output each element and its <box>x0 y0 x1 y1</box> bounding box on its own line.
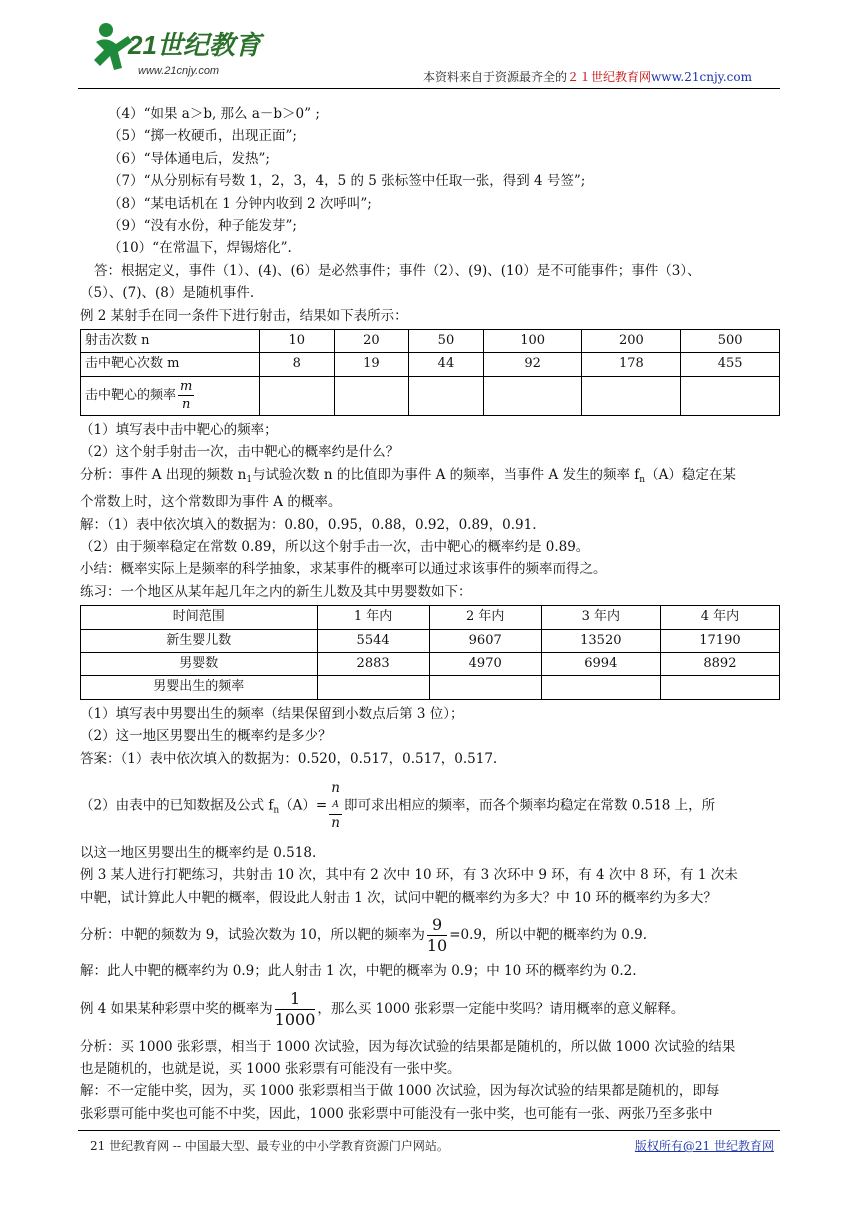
copyright-link[interactable]: 版权所有@21 世纪教育网 <box>634 1139 774 1153</box>
solution-line: 解：此人中靶的概率约为 0.9；此人射击 1 次，中靶的概率为 0.9；中 10 环的概率约为 0.2. <box>80 963 637 980</box>
table-cell: 射击次数 n <box>81 330 260 353</box>
fraction-denominator: 10 <box>426 936 448 956</box>
solution-line: （2）由于频率稳定在常数 0.89，所以这个射手击一次，击中靶心的概率约是 0.89。 <box>80 538 590 555</box>
table-row <box>81 652 780 675</box>
analysis-text: （A）稳定在某 <box>645 466 736 483</box>
answer-line: 以这一地区男婴出生的概率约是 0.518. <box>80 844 317 861</box>
table-row <box>81 676 780 699</box>
question-line: （1）填写表中男婴出生的频率（结果保留到小数点后第 3 位）； <box>80 705 464 722</box>
table-cell <box>541 676 660 699</box>
answer-line: （5）、(7)、(8）是随机事件. <box>80 285 255 302</box>
fraction-1-over-1000 <box>275 989 316 1030</box>
answer-text: （A）= <box>279 797 328 814</box>
fraction-m-over-n <box>178 378 194 413</box>
fraction-nA-over-n <box>329 780 342 832</box>
site-logo <box>88 18 288 82</box>
example3-line: 例 3 某人进行打靶练习，共射击 10 次，其中有 2 次中 10 环，有 3 次环中 9 环，有 4 次中 8 环，有 1 次未 <box>80 867 738 884</box>
table-cell <box>81 376 260 415</box>
frequency-label: 击中靶心的频率 <box>85 388 177 404</box>
header-divider <box>78 88 780 89</box>
table-header-row <box>81 606 780 629</box>
shooting-table <box>80 329 780 416</box>
table-cell: 6994 <box>541 652 660 675</box>
table-row <box>81 376 780 415</box>
table-cell: 8 <box>260 353 335 376</box>
fraction-denominator: n <box>181 397 191 413</box>
analysis-line <box>80 464 780 491</box>
table-cell <box>681 376 780 415</box>
solution-line: 解：（1）表中依次填入的数据为：0.80，0.95，0.88，0.92，0.89，0.91. <box>80 516 537 533</box>
fraction-denominator: n <box>331 814 340 831</box>
answer-text: （2）由表中的已知数据及公式 f <box>80 797 274 814</box>
table-row <box>81 353 780 376</box>
fraction-numerator: 1 <box>275 989 316 1010</box>
event-item: （4）“如果 a＞b, 那么 a－b＞0” ; <box>108 106 320 122</box>
table-cell: 9607 <box>429 629 541 652</box>
header-note-brand: ２１世纪教育网 <box>567 70 652 84</box>
table-cell: 13520 <box>541 629 660 652</box>
table-cell: 200 <box>582 330 681 353</box>
example4-line <box>80 989 780 1030</box>
footer-divider <box>78 1130 780 1131</box>
table-cell: 178 <box>582 353 681 376</box>
table-cell <box>483 376 582 415</box>
example4-text: 例 4 如果某种彩票中奖的概率为 <box>80 1000 273 1017</box>
table-cell <box>582 376 681 415</box>
subscript: 1 <box>246 474 253 485</box>
event-item: （5）“掷一枚硬币，出现正面”; <box>108 128 297 145</box>
question-line: （2）这一地区男婴出生的概率约是多少？ <box>80 728 332 745</box>
header-note-prefix: 本资料来自于资源最齐全的 <box>423 70 568 84</box>
analysis-line: 也是随机的，也就是说，买 1000 张彩票有可能没有一张中奖。 <box>80 1061 461 1077</box>
header-note <box>423 68 752 85</box>
table-header-cell: 2 年内 <box>429 606 541 629</box>
analysis-text: 与试验次数 n 的比值即为事件 A 的频率，当事件 A 发生的频率 f <box>252 466 640 483</box>
event-item: （10）“在常温下，焊锡熔化”. <box>108 240 292 257</box>
header-note-site[interactable]: www.21cnjy.com <box>651 70 752 84</box>
fraction-9-over-10 <box>427 915 447 956</box>
table-cell: 新生婴儿数 <box>81 629 318 652</box>
subscript: n <box>639 474 646 485</box>
logo-url: www.21cnjy.com <box>138 65 220 77</box>
table-cell <box>660 676 779 699</box>
table-cell: 男婴出生的频率 <box>81 676 318 699</box>
event-item: （6）“导体通电后，发热”; <box>108 150 270 167</box>
answer-line: 答案：（1）表中依次填入的数据为：0.520，0.517，0.517，0.517. <box>80 750 498 767</box>
analysis-line: 分析：买 1000 张彩票，相当于 1000 次试验，因为每次试验的结果都是随机的，所以做 1000 次试验的结果 <box>80 1038 736 1055</box>
table-cell <box>317 676 429 699</box>
table-row <box>81 330 780 353</box>
table-cell <box>260 376 335 415</box>
analysis-text: 分析：中靶的频数为 9，试验次数为 10，所以靶的频率为 <box>80 927 425 944</box>
event-item: （7）“从分别标有号数 1，2，3，4，5 的 5 张标签中任取一张，得到 4 号签”; <box>108 173 586 190</box>
fraction-numerator: 9 <box>427 915 447 936</box>
example2-intro: 例 2 某射手在同一条件下进行射击，结果如下表所示： <box>80 307 408 324</box>
table-cell: 455 <box>681 353 780 376</box>
logo-text: 21世纪教育 <box>128 30 261 60</box>
subscript: n <box>273 805 280 816</box>
table-cell: 男婴数 <box>81 652 318 675</box>
newborn-table <box>80 605 780 700</box>
answer-text: 即可求出相应的频率，而各个频率均稳定在常数 0.518 上，所 <box>343 797 716 814</box>
analysis-line <box>80 915 780 956</box>
table-cell: 50 <box>409 330 484 353</box>
fraction-denominator: 1000 <box>274 1009 316 1029</box>
table-header-cell: 时间范围 <box>81 606 318 629</box>
solution-line: 解：不一定能中奖，因为，买 1000 张彩票相当于做 1000 次试验，因为每次试验的结果都是随机的，即每 <box>80 1083 720 1100</box>
analysis-text: =0.9，所以中靶的概率约为 0.9. <box>449 927 648 944</box>
question-line: （2）这个射手射击一次，击中靶心的概率约是什么？ <box>80 444 400 461</box>
example4-text: ，那么买 1000 张彩票一定能中奖吗？请用概率的意义解释。 <box>317 1000 685 1017</box>
table-cell: 44 <box>409 353 484 376</box>
practice-intro: 练习：一个地区从某年起几年之内的新生儿数及其中男婴数如下： <box>80 583 472 600</box>
table-row <box>81 629 780 652</box>
table-cell: 4970 <box>429 652 541 675</box>
table-cell: 92 <box>483 353 582 376</box>
table-cell <box>429 676 541 699</box>
analysis-text: 分析：事件 A 出现的频数 n <box>80 466 247 483</box>
table-cell: 10 <box>260 330 335 353</box>
document-body <box>80 103 780 1125</box>
event-item: （8）“某电话机在 1 分钟内收到 2 次呼叫”; <box>108 195 372 212</box>
fraction-numerator <box>329 780 342 815</box>
table-cell: 500 <box>681 330 780 353</box>
table-cell: 20 <box>334 330 409 353</box>
table-cell: 19 <box>334 353 409 376</box>
analysis-line: 个常数上时，这个常数即为事件 A 的概率。 <box>80 494 342 511</box>
table-header-cell: 4 年内 <box>660 606 779 629</box>
table-cell <box>334 376 409 415</box>
table-header-cell: 1 年内 <box>317 606 429 629</box>
question-line: （1）填写表中击中靶心的频率； <box>80 421 278 438</box>
table-cell: 2883 <box>317 652 429 675</box>
table-cell: 击中靶心次数 m <box>81 353 260 376</box>
table-cell: 17190 <box>660 629 779 652</box>
solution-line: 张彩票可能中奖也可能不中奖，因此，1000 张彩票中可能没有一张中奖，也可能有一张、两张乃至多张中 <box>80 1105 713 1122</box>
table-cell: 8892 <box>660 652 779 675</box>
table-header-cell: 3 年内 <box>541 606 660 629</box>
table-cell: 5544 <box>317 629 429 652</box>
answer-line <box>80 780 780 832</box>
event-item: （9）“没有水份，种子能发芽”; <box>108 218 297 235</box>
example3-line: 中靶，试计算此人中靶的概率，假设此人射击 1 次，试问中靶的概率约为多大？中 10 环的概率约为多大？ <box>80 889 717 906</box>
summary-line: 小结：概率实际上是频率的科学抽象，求某事件的概率可以通过求该事件的频率而得之。 <box>80 561 607 578</box>
running-figure-icon <box>94 23 132 70</box>
footer-tagline: 21 世纪教育网 -- 中国最大型、最专业的中小学教育资源门户网站。 <box>90 1139 449 1153</box>
table-cell: 100 <box>483 330 582 353</box>
table-cell <box>409 376 484 415</box>
subscript: A <box>332 799 339 810</box>
numerator-text: n <box>331 779 340 796</box>
answer-line: 答：根据定义，事件（1）、(4)、(6）是必然事件；事件（2）、(9)、(10）是不可能事件；事件（3）、 <box>94 262 701 279</box>
fraction-numerator: m <box>180 379 193 395</box>
